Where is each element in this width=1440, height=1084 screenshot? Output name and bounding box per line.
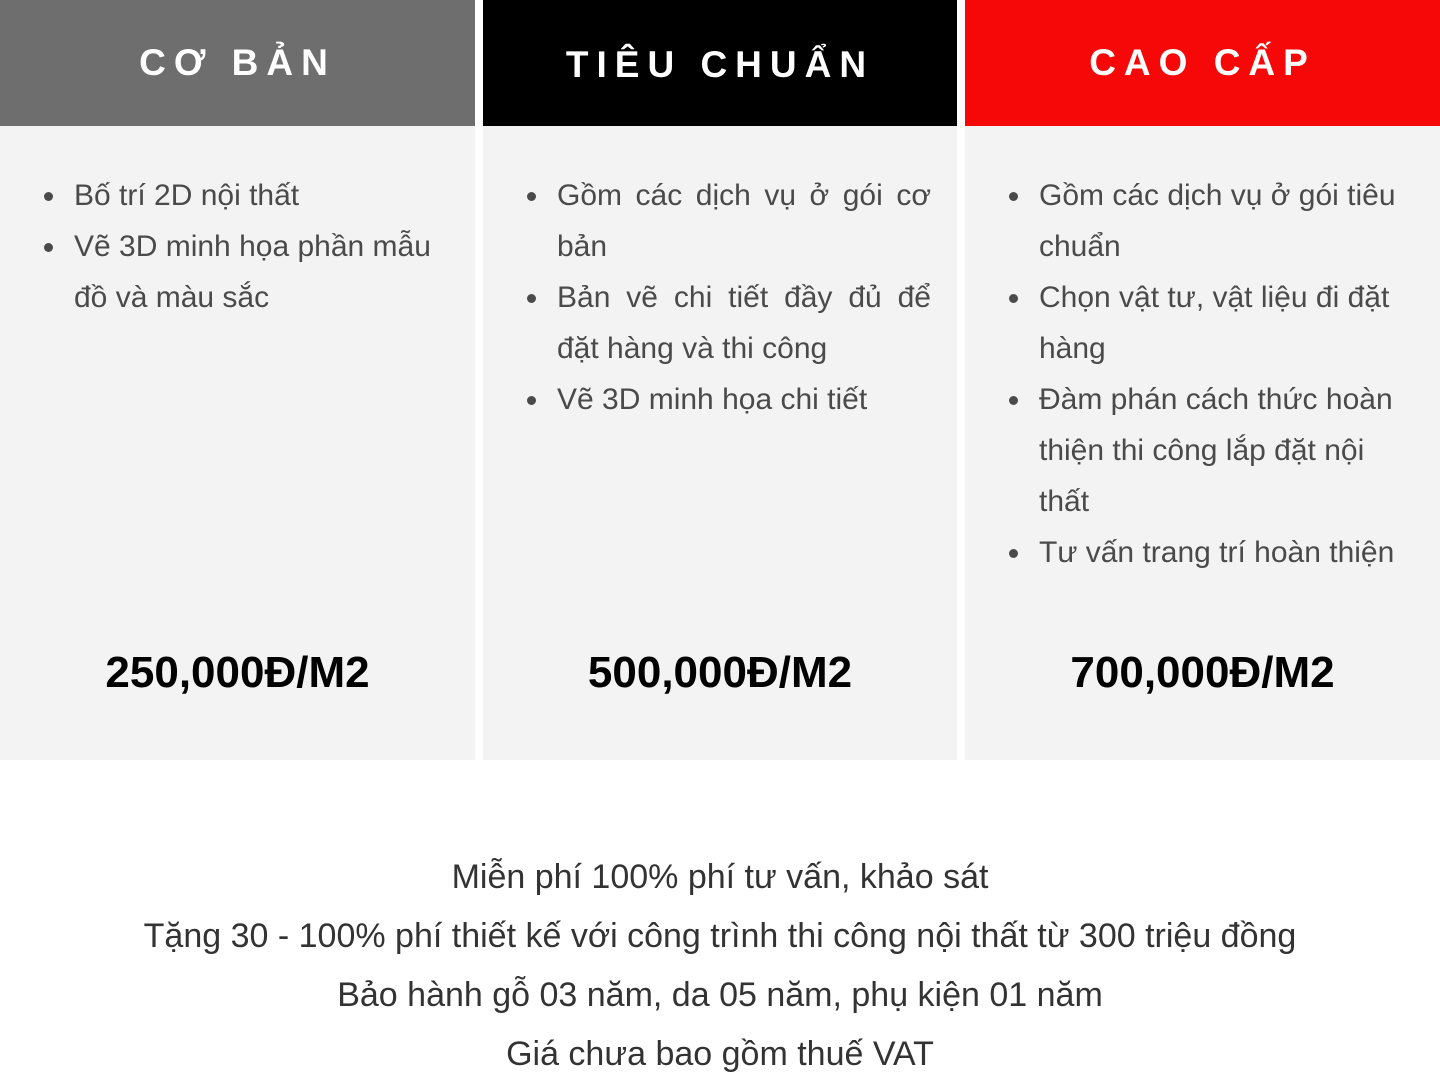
feature-item: Đàm phán cách thức hoàn thiện thi công lắp đặt nội thất	[1009, 374, 1414, 527]
bullet-icon	[1009, 192, 1018, 201]
bullet-icon	[527, 294, 536, 303]
plan-title: CAO CẤP	[965, 0, 1440, 126]
plan-standard	[483, 0, 957, 760]
plan-price: 500,000Đ/M2	[587, 648, 853, 697]
bullet-icon	[1009, 549, 1018, 558]
bullet-icon	[44, 192, 53, 201]
feature-item: Gồm các dịch vụ ở gói cơ bản	[527, 170, 931, 272]
feature-item: Bản vẽ chi tiết đầy đủ để đặt hàng và thi công	[527, 272, 931, 374]
feature-item: Vẽ 3D minh họa chi tiết	[527, 374, 931, 425]
feature-item: Tư vấn trang trí hoàn thiện	[1009, 527, 1414, 578]
bullet-icon	[527, 192, 536, 201]
plan-premium	[965, 0, 1440, 760]
plan-basic	[0, 0, 475, 760]
plan-title: CƠ BẢN	[0, 0, 475, 126]
feature-list	[527, 170, 931, 425]
bullet-icon	[1009, 294, 1018, 303]
feature-list	[1009, 170, 1414, 578]
note-line: Bảo hành gỗ 03 năm, da 05 năm, phụ kiện 01 năm	[337, 976, 1103, 1014]
feature-item: Gồm các dịch vụ ở gói tiêu chuẩn	[1009, 170, 1414, 272]
feature-item: Bố trí 2D nội thất	[44, 170, 449, 221]
note-line: Miễn phí 100% phí tư vấn, khảo sát	[451, 858, 989, 896]
bullet-icon	[44, 243, 53, 252]
feature-item: Vẽ 3D minh họa phần mẫu đồ và màu sắc	[44, 221, 449, 323]
note-line: Tặng 30 - 100% phí thiết kế với công trình thi công nội thất từ 300 triệu đồng	[143, 917, 1297, 955]
note-line: Giá chưa bao gồm thuế VAT	[506, 1035, 934, 1073]
plan-title: TIÊU CHUẨN	[483, 0, 957, 126]
bullet-icon	[1009, 396, 1018, 405]
feature-item: Chọn vật tư, vật liệu đi đặt hàng	[1009, 272, 1414, 374]
bullet-icon	[527, 396, 536, 405]
plan-price: 250,000Đ/M2	[105, 648, 370, 697]
feature-list	[44, 170, 449, 323]
plan-price: 700,000Đ/M2	[1070, 648, 1335, 697]
notes-section	[0, 848, 1440, 1084]
